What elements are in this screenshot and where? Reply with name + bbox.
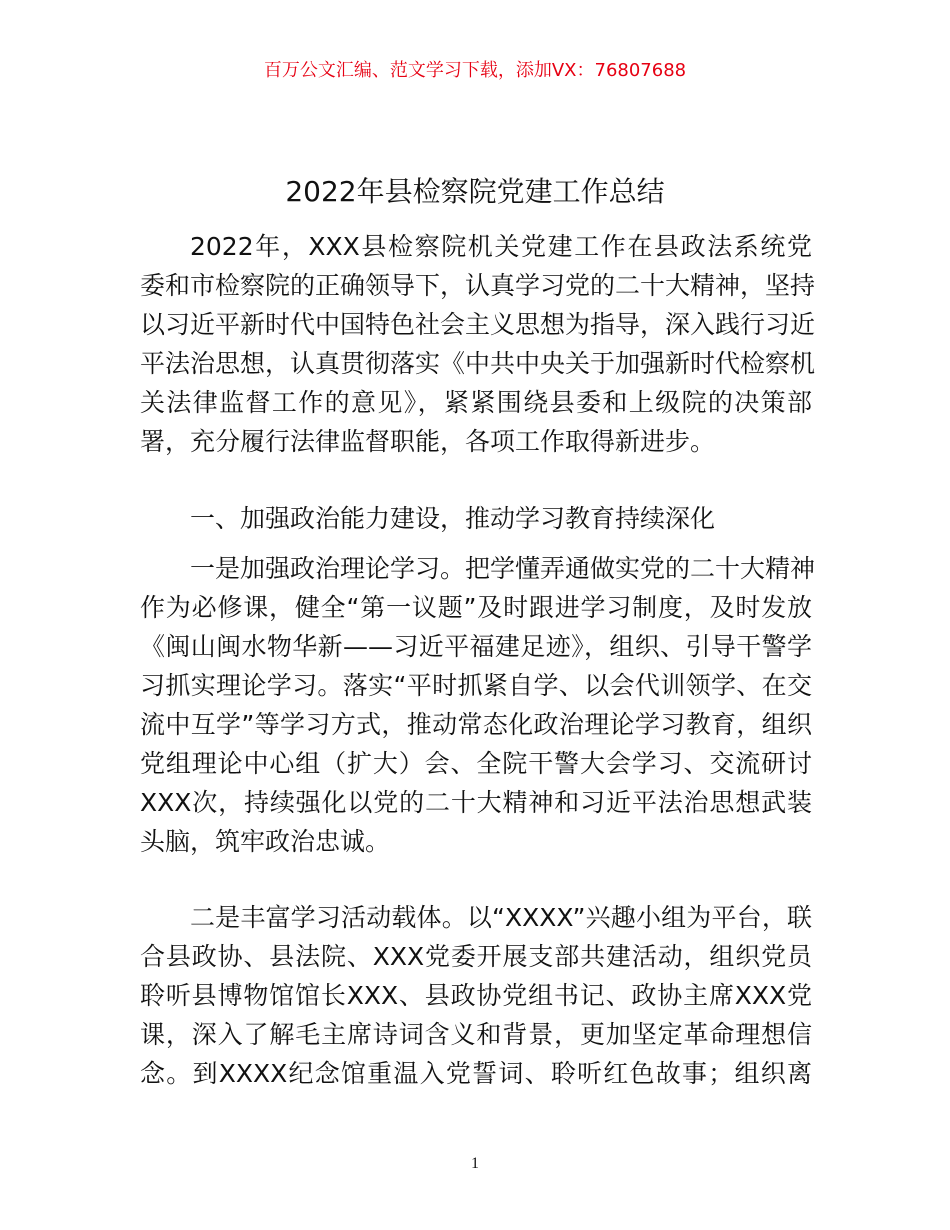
text-line: 作为必修课，健全“第一议题”及时跟进学习制度，及时发放 bbox=[140, 593, 812, 622]
text-line: 聆听县博物馆馆长XXX、县政协党组书记、政协主席XXX党 bbox=[140, 981, 812, 1010]
text-line: 委和市检察院的正确领导下，认真学习党的二十大精神，坚持 bbox=[140, 271, 816, 300]
document-title: 2022年县检察院党建工作总结 bbox=[285, 175, 665, 208]
text-line: 党组理论中心组（扩大）会、全院干警大会学习、交流研讨 bbox=[140, 749, 812, 778]
watermark-header: 百万公文汇编、范文学习下载，添加VX：76807688 bbox=[263, 60, 687, 81]
text-line: 一是加强政治理论学习。把学懂弄通做实党的二十大精神 bbox=[190, 554, 816, 583]
text-line: 关法律监督工作的意见》，紧紧围绕县委和上级院的决策部 bbox=[140, 388, 812, 417]
text-line: 《闽山闽水物华新——习近平福建足迹》，组织、引导干警学 bbox=[140, 632, 812, 661]
text-line: 二是丰富学习活动载体。以“XXXX”兴趣小组为平台，联 bbox=[190, 903, 812, 932]
page-number: 1 bbox=[471, 1155, 479, 1172]
paragraph-point-1 bbox=[140, 549, 816, 861]
text-line: 以习近平新时代中国特色社会主义思想为指导，深入践行习近 bbox=[140, 310, 816, 339]
text-line: 2022年，XXX县检察院机关党建工作在县政法系统党 bbox=[190, 232, 812, 261]
text-line: 合县政协、县法院、XXX党委开展支部共建活动，组织党员 bbox=[140, 942, 812, 971]
text-line: 一、加强政治能力建设，推动学习教育持续深化 bbox=[190, 504, 716, 533]
text-line: 课，深入了解毛主席诗词含义和背景，更加坚定革命理想信 bbox=[140, 1020, 812, 1049]
text-line: 念。到XXXX纪念馆重温入党誓词、聆听红色故事；组织离 bbox=[140, 1059, 812, 1088]
text-line: 头脑，筑牢政治忠诚。 bbox=[140, 827, 391, 856]
text-line: 流中互学”等学习方式，推动常态化政治理论学习教育，组织 bbox=[140, 710, 812, 739]
paragraph-point-2 bbox=[140, 898, 812, 1093]
text-line: XXX次，持续强化以党的二十大精神和习近平法治思想武装 bbox=[140, 788, 812, 817]
text-line: 习抓实理论学习。落实“平时抓紧自学、以会代训领学、在交 bbox=[140, 671, 812, 700]
paragraph-intro bbox=[140, 227, 816, 461]
text-line: 平法治思想，认真贯彻落实《中共中央关于加强新时代检察机 bbox=[140, 349, 816, 378]
section-heading-1 bbox=[140, 499, 812, 538]
text-line: 署，充分履行法律监督职能，各项工作取得新进步。 bbox=[140, 427, 716, 456]
